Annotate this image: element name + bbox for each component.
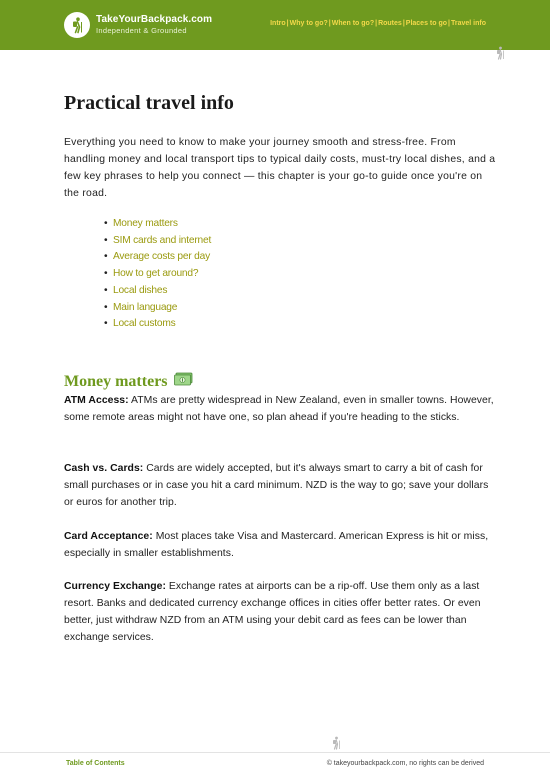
nav-routes[interactable]: Routes (378, 20, 402, 27)
toc-link-money-matters[interactable]: Money matters (113, 218, 178, 229)
section-title-text: Money matters (64, 372, 168, 390)
nav-separator: | (328, 20, 331, 27)
paragraph-text: ATMs are pretty widespread in New Zealand, even in smaller towns. However, some remote areas might not have one, so plan ahead if you're heading to the sticks. (64, 395, 494, 423)
paragraph-text: Cards are widely accepted, but it's always smart to carry a bit of cash for small purchases or in case you hit a card minimum. NZD is the way to go; save your dollars or euros for another trip. (64, 463, 489, 508)
list-item (104, 266, 211, 283)
money-icon (174, 372, 194, 391)
top-navigation (270, 20, 486, 27)
list-item (104, 249, 211, 266)
nav-separator: | (402, 20, 405, 27)
toc-link-local-dishes[interactable]: Local dishes (113, 284, 168, 296)
list-item (104, 316, 211, 333)
footer-copyright: © takeyourbackpack.com, no rights can be derived (326, 760, 484, 767)
brand-name[interactable]: TakeYourBackpack.com (96, 14, 213, 25)
list-item (104, 216, 211, 233)
list-item (104, 283, 211, 300)
paragraph-text: Exchange rates at airports can be a rip-off. Use them only as a last resort. Banks and dedicated currency exchange offices in cities offer better rates. Or even better, just withdraw NZD from an ATM using your debit card as fees can be lower than exchange services. (64, 581, 481, 643)
toc-link-main-language[interactable]: Main language (113, 301, 178, 313)
cash-vs-cards-paragraph (64, 460, 500, 511)
toc-link-local-customs[interactable]: Local customs (113, 318, 176, 330)
bullet: • (104, 301, 108, 313)
page-title: Practical travel info (64, 92, 234, 114)
nav-intro[interactable]: Intro (270, 20, 286, 27)
nav-why-to-go[interactable]: Why to go? (289, 20, 328, 27)
card-acceptance-paragraph (64, 528, 500, 562)
backpacker-logo-icon[interactable] (64, 12, 90, 38)
paragraph-label: ATM Access: (64, 395, 129, 406)
nav-when-to-go[interactable]: When to go? (331, 20, 375, 27)
paragraph-text: Most places take Visa and Mastercard. American Express is hit or miss, especially in smaller establishments. (64, 531, 489, 559)
nav-travel-info[interactable]: Travel info (450, 20, 486, 27)
footer-divider (0, 752, 550, 753)
bullet: • (104, 268, 108, 280)
hiker-icon (494, 46, 506, 65)
nav-separator: | (286, 20, 289, 27)
toc-link-get-around[interactable]: How to get around? (113, 268, 199, 280)
toc-link-average-costs[interactable]: Average costs per day (113, 251, 210, 263)
paragraph-label: Cash vs. Cards: (64, 463, 144, 474)
bullet: • (104, 318, 108, 330)
atm-access-paragraph (64, 392, 500, 426)
table-of-contents-link[interactable]: Table of Contents (66, 760, 125, 767)
brand-tagline: Independent & Grounded (96, 26, 187, 35)
paragraph-label: Card Acceptance: (64, 531, 153, 542)
bullet: • (104, 284, 108, 296)
bullet: • (104, 251, 108, 263)
nav-separator: | (448, 20, 450, 27)
intro-paragraph: Everything you need to know to make your journey smooth and stress-free. From handling money and local transport tips to typical daily costs, must-try local dishes, and a few key phrases to help you connect — this chapter is your go-to guide once you're on the road. (64, 137, 496, 199)
bullet: • (104, 218, 108, 229)
toc-link-sim-cards[interactable]: SIM cards and internet (113, 234, 212, 246)
list-item (104, 300, 211, 317)
bullet: • (104, 234, 108, 246)
paragraph-label: Currency Exchange: (64, 581, 166, 592)
list-item (104, 233, 211, 250)
header-bar (0, 0, 550, 50)
nav-separator: | (375, 20, 378, 27)
section-title (64, 372, 194, 391)
chapter-contents-list (104, 216, 211, 333)
currency-exchange-paragraph (64, 578, 500, 646)
nav-places-to-go[interactable]: Places to go (405, 20, 448, 27)
